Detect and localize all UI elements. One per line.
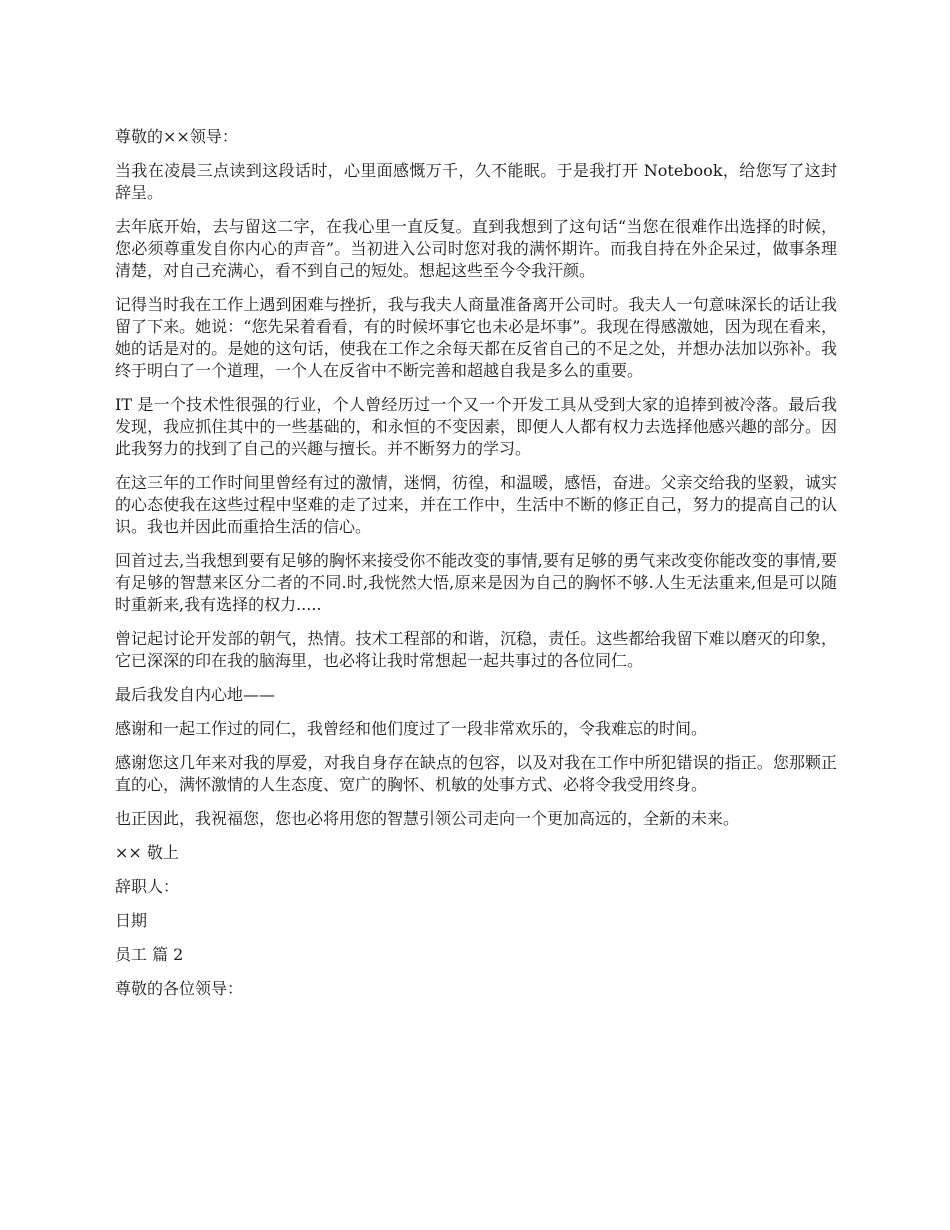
paragraph-wife-advice: 记得当时我在工作上遇到困难与挫折，我与我夫人商量准备离开公司时。我夫人一句意味深长的话让我留了下来。她说：“您先呆着看看，有的时候坏事它也未必是坏事”。我现在得感激她，因为现在看来，她的话是对的。是她的这句话，使我在工作之余每天都在反省自己的不足之处，并想办法加以弥补。我终于明白了一个道理，一个人在反省中不断完善和超越自我是多么的重要。 <box>115 295 837 380</box>
salutation: 尊敬的××领导： <box>115 127 238 146</box>
document-page <box>115 126 837 1012</box>
paragraph-decision: 去年底开始，去与留这二字，在我心里一直反复。直到我想到了这句话“当您在很难作出选择的时候，您必须尊重发自你内心的声音”。当初进入公司时您对我的满怀期许。而我自持在外企呆过，做事条理清楚，对自己充满心，看不到自己的短处。想起这些至今令我汗颜。 <box>115 217 837 280</box>
paragraph-looking-back: 回首过去,当我想到要有足够的胸怀来接受你不能改变的事情,要有足够的勇气来改变你能改变的事情,要有足够的智慧来区分二者的不同.时,我恍然大悟,原来是因为自己的胸怀不够.人生无法重来,但是可以随时重新来,我有选择的权力..... <box>115 551 837 614</box>
paragraph-finally: 最后我发自内心地—— <box>115 685 276 704</box>
paragraph-thanks-leader: 感谢您这几年来对我的厚爱，对我自身存在缺点的包容，以及对我在工作中所犯错误的指正。您那颗正直的心，满怀激情的人生态度、宽广的胸怀、机敏的处事方式、必将令我受用终身。 <box>115 753 837 794</box>
paragraph-blessing: 也正因此，我祝福您，您也必将用您的智慧引领公司走向一个更加高远的，全新的未来。 <box>115 809 740 828</box>
paragraph-memories: 曾记起讨论开发部的朝气，热情。技术工程部的和谐，沉稳，责任。这些都给我留下难以磨灭的印象，它已深深的印在我的脑海里，也必将让我时常想起一起共事过的各位同仁。 <box>115 629 837 670</box>
paragraph-thanks-colleagues: 感谢和一起工作过的同仁，我曾经和他们度过了一段非常欢乐的，令我难忘的时间。 <box>115 719 708 738</box>
date-label: 日期 <box>115 911 148 930</box>
paragraph-three-years: 在这三年的工作时间里曾经有过的激情，迷惘，彷徨，和温暖，感悟，奋进。父亲交给我的坚毅，诚实的心态使我在这些过程中坚难的走了过来，并在工作中，生活中不断的修正自己，努力的提高自己的认识。我也并因此而重拾生活的信心。 <box>115 473 837 536</box>
salutation-2: 尊敬的各位领导： <box>115 979 244 998</box>
paragraph-it-industry: IT 是一个技术性很强的行业，个人曾经历过一个又一个开发工具从受到大家的追捧到被冷落。最后我发现，我应抓住其中的一些基础的，和永恒的不变因素，即便人人都有权力去选择他感兴趣的部分。因此我努力的找到了自己的兴趣与擅长。并不断努力的学习。 <box>115 395 837 458</box>
paragraph-opening: 当我在凌晨三点读到这段话时，心里面感慨万千，久不能眠。于是我打开 Notebook，给您写了这封辞呈。 <box>115 161 837 202</box>
signature-line: ×× 敬上 <box>115 843 179 862</box>
resigner-label: 辞职人： <box>115 877 180 896</box>
section-heading: 员工 篇 2 <box>115 945 184 964</box>
